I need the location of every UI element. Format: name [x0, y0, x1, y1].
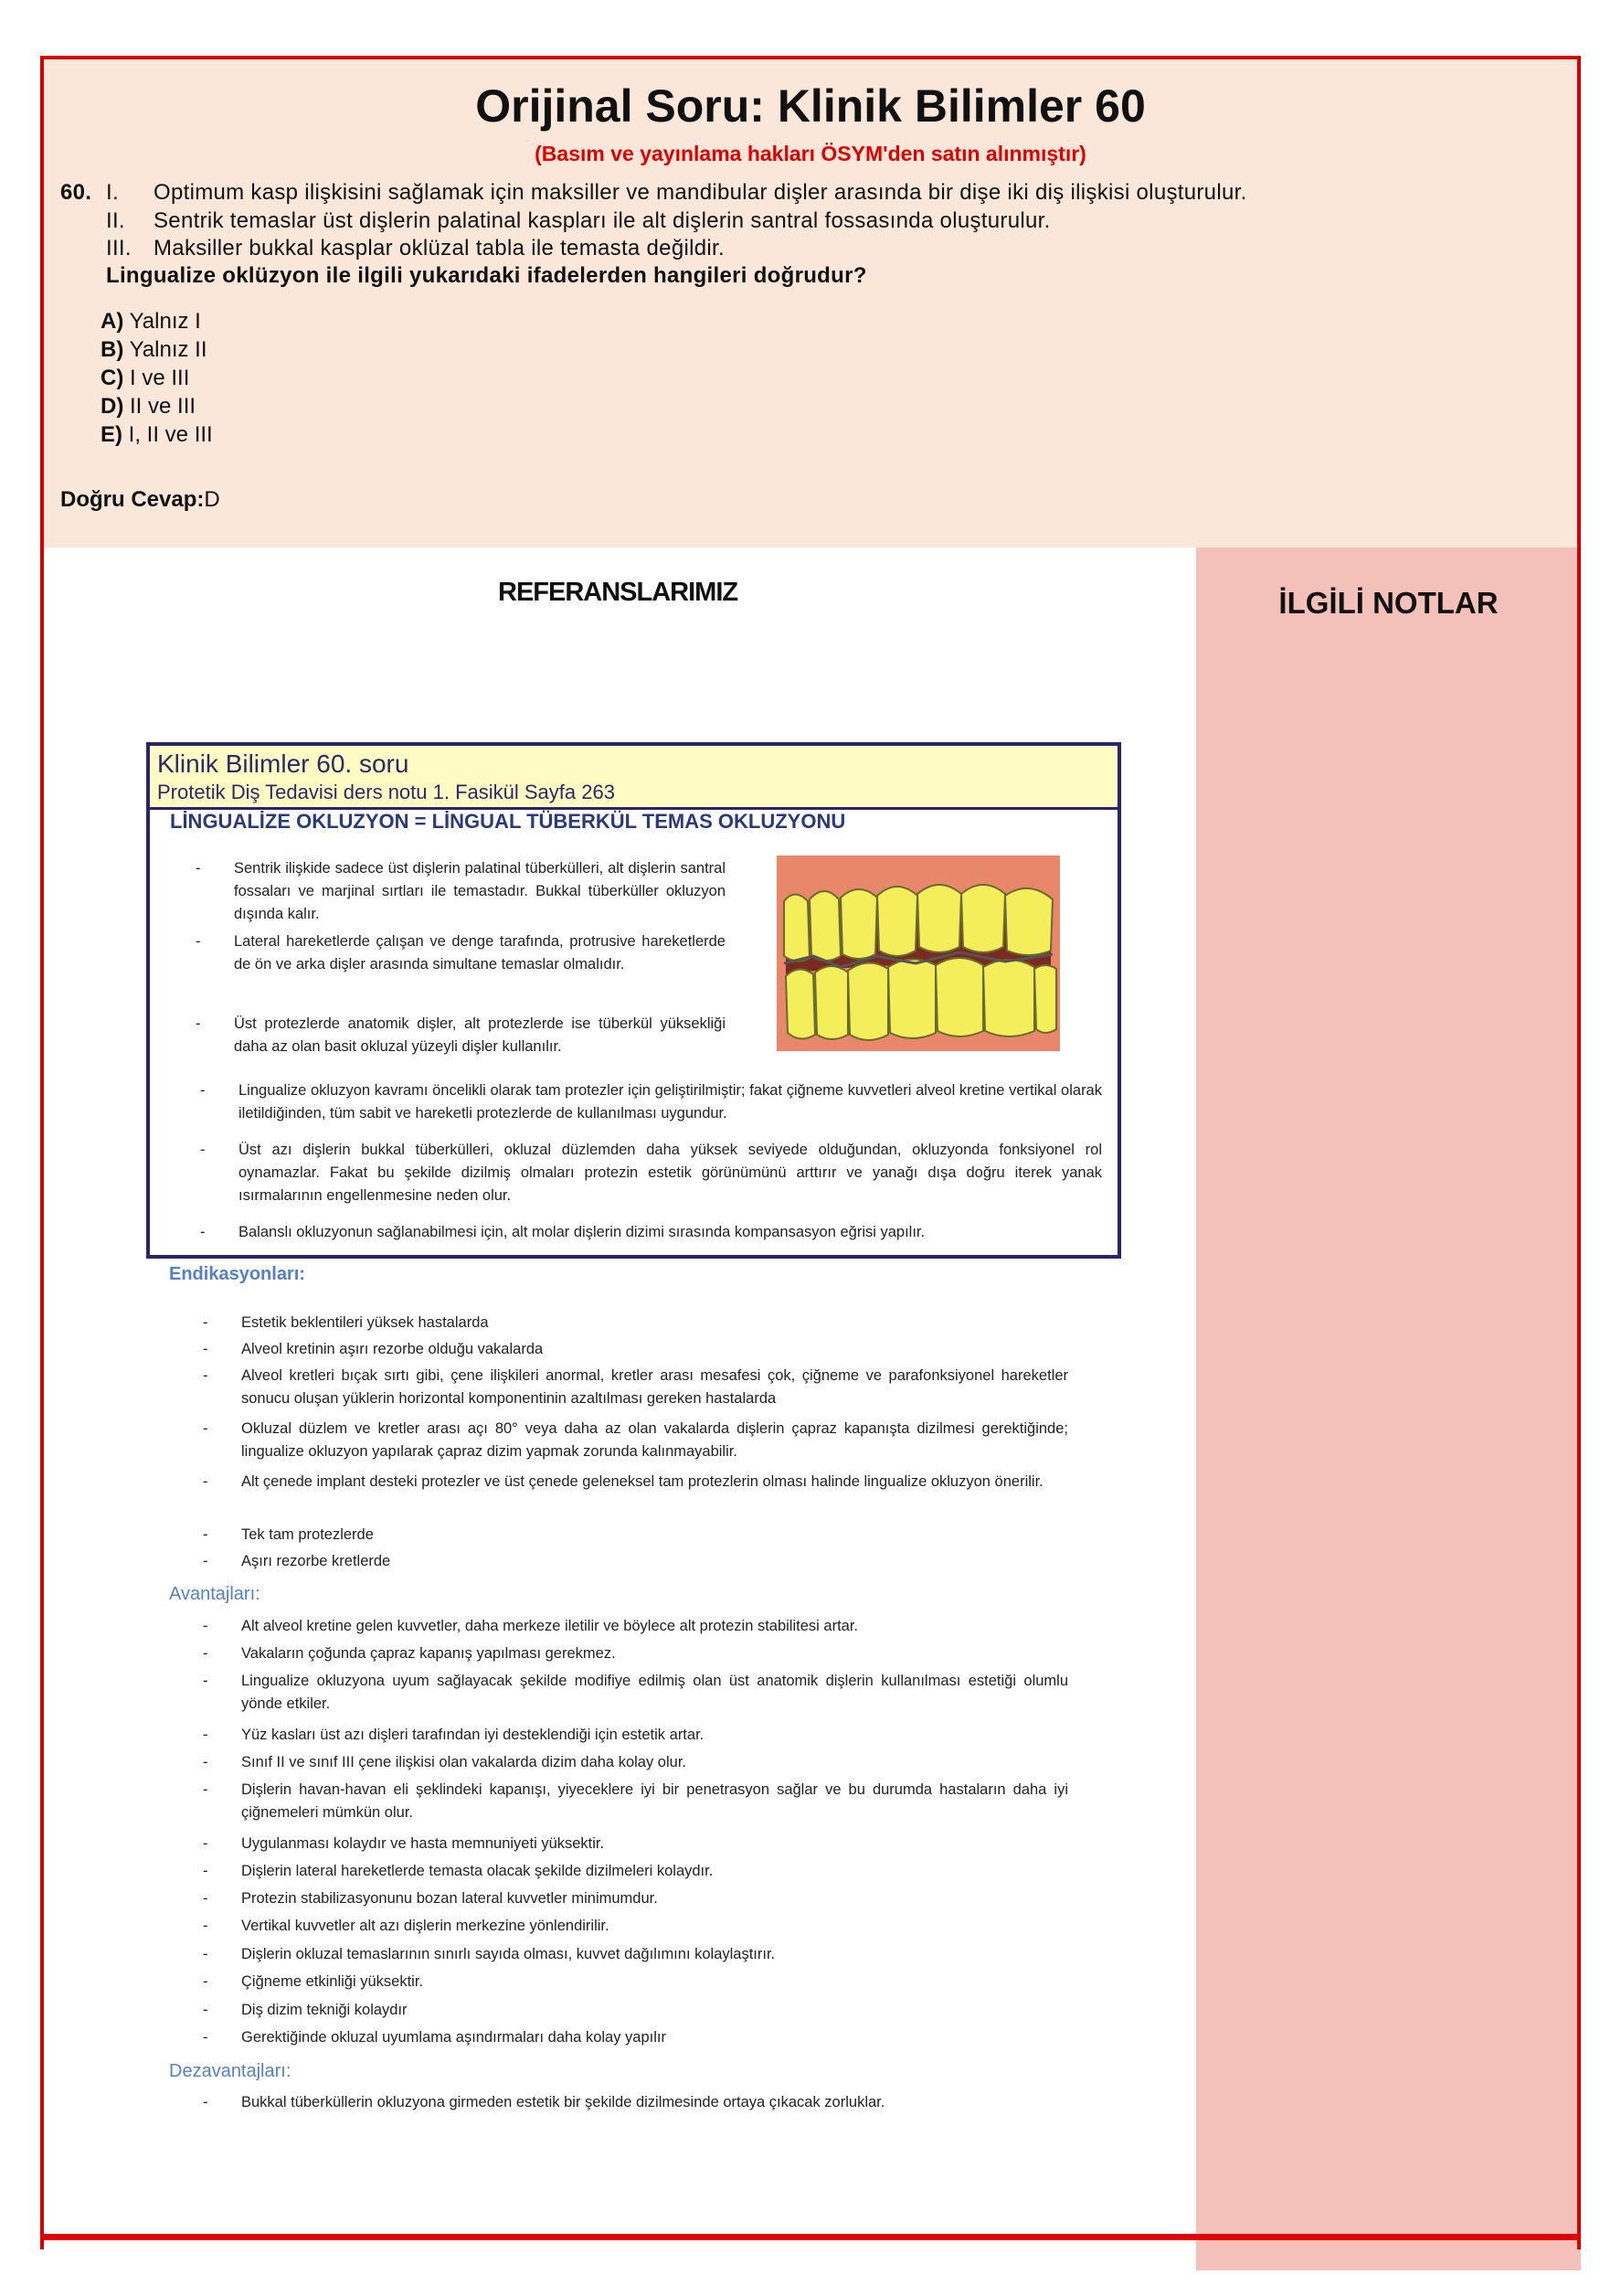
reference-header-line2: Protetik Diş Tedavisi ders notu 1. Fasikül Sayfa 263: [157, 781, 615, 803]
statement-text: Maksiller bukkal kasplar oklüzal tabla ile temasta değildir.: [154, 236, 725, 260]
reference-document-box: Klinik Bilimler 60. soru Protetik Diş Tedavisi ders notu 1. Fasikül Sayfa 263 LİNGUALİZE OKLUZYON = LİNGUAL TÜBERKÜL TEMAS OKLUZYONU - Sentrik ilişkide sadece üst dişlerin palatinal tüberkülleri, alt dişlerin santral fossaları ve marjinal sırtları ile temastadır. Bukkal tüberküller okluzyon dışında kalır. - Lateral hareketlerde çalışan ve denge tarafında, protrusive hareketlerde de ön ve arka dişler arasında simultane temaslar olmalıdır. - Üst protezlerde anatomik dişler, alt protezlerde ise tüberkül yüksekliği daha az olan basit okluzal yüzeyli dişler kullanılır. - Lingualize okluzyon kavramı öncelikli olarak tam protezler için geliştirilmiştir; fakat çiğneme kuvvetleri alveol kretine vertikal olarak iletildiğinden, tüm sabit ve hareketli protezlerde de kullanılması uygundur. - Üst azı dişlerin bukkal tüberkülleri, okluzal düzlemden daha yüksek seviyede olduğundan, okluzyonda fonksiyonel rol oynamazlar. Fakat bu şekilde dizilmiş olmaları protezin estetik görünümünü arttırır ve yanağı dışa doğru iterek yanak ısırmalarının engellenmesine neden olur. - Balanslı okluzyonun sağlanabilmesi için, alt molar dişlerin dizimi sırasında kompansasyon eğrisi yapılır.: [146, 742, 1121, 1259]
page-frame: [40, 56, 1581, 2249]
option-letter: E): [101, 422, 122, 447]
statement-text: Optimum kasp ilişkisini sağlamak için maksiller ve mandibular dişler arasında bir dişe iki diş ilişkisi oluşturulur.: [154, 180, 1247, 205]
option-letter: D): [101, 394, 124, 419]
references-title: REFERANSLARIMIZ: [498, 578, 738, 607]
statement-roman: I.: [106, 180, 119, 205]
statement-roman: II.: [106, 208, 125, 233]
advantages-title: Avantajları:: [169, 1584, 260, 1604]
reference-subtitle: LİNGUALİZE OKLUZYON = LİNGUAL TÜBERKÜL TEMAS OKLUZYONU: [170, 810, 846, 833]
indications-title: Endikasyonları:: [169, 1264, 305, 1284]
option-text: I ve III: [130, 366, 190, 390]
disadvantages-title: Dezavantajları:: [169, 2061, 291, 2081]
statement-text: Sentrik temaslar üst dişlerin palatinal kaspları ile alt dişlerin santral fossasında oluşturulur.: [154, 208, 1051, 233]
answer-label: Doğru Cevap:: [60, 487, 205, 512]
bottom-divider: [40, 2234, 1581, 2240]
option-text: Yalnız II: [129, 337, 207, 362]
statement-roman: III.: [106, 236, 132, 260]
option-letter: C): [101, 366, 124, 390]
question-number: 60.: [60, 180, 92, 205]
option-text: I, II ve III: [128, 422, 213, 447]
notes-title: İLGİLİ NOTLAR: [1278, 586, 1499, 620]
copyright-notice: (Basım ve yayınlama hakları ÖSYM'den satın alınmıştır): [535, 142, 1086, 165]
answer-value: D: [204, 487, 220, 512]
option-letter: A): [101, 309, 124, 334]
page-title: Orijinal Soru: Klinik Bilimler 60: [475, 80, 1146, 132]
option-text: II ve III: [130, 394, 196, 419]
option-text: Yalnız I: [129, 309, 201, 334]
option-letter: B): [101, 337, 124, 362]
reference-header-line1: Klinik Bilimler 60. soru: [157, 749, 409, 778]
question-prompt: Lingualize oklüzyon ile ilgili yukarıdaki ifadelerden hangileri doğrudur?: [106, 263, 867, 288]
